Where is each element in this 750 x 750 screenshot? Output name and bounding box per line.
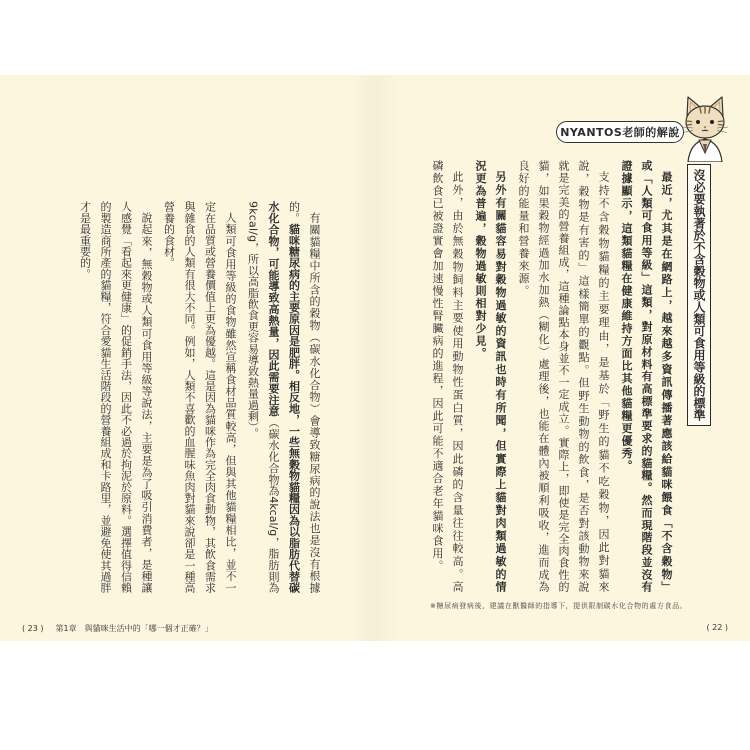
text-column bbox=[533, 160, 553, 592]
text-column bbox=[220, 201, 241, 593]
body-text: 的製造商所產的貓糧，符合愛貓生活階段的營養組成和卡路里，並避免使其過胖 bbox=[99, 201, 112, 593]
body-text: 人感覺「看起來更健康」的促銷手法，因此不必過於拘泥於原料。選擇值得信賴 bbox=[119, 201, 133, 593]
text-column bbox=[573, 160, 593, 592]
text-column bbox=[656, 160, 676, 592]
paragraph bbox=[158, 201, 240, 593]
section-header-label: NYANTOS老師的解說 bbox=[556, 121, 684, 143]
body-text: 磷飲食已被證實會加速慢性腎臟病的進程，因此可能不適合老年貓咪食用。 bbox=[431, 160, 444, 573]
paragraph bbox=[427, 160, 467, 592]
body-text: 營養的食材。 bbox=[162, 201, 176, 269]
text-column bbox=[95, 201, 116, 593]
paragraph bbox=[242, 201, 324, 593]
text-column bbox=[74, 201, 95, 593]
body-text: 人類可食用等級的食物雖然宣稱食材品質較高，但與其他貓糧相比，並不一 bbox=[224, 212, 237, 593]
text-column bbox=[447, 160, 467, 592]
left-page-footer bbox=[22, 623, 213, 634]
text-column bbox=[242, 201, 263, 593]
section-title: 沒必要執著於不含穀物或人類可食用等級的標準 bbox=[687, 164, 711, 426]
page-number: ( 22 ) bbox=[706, 623, 728, 632]
bold-text: 況更為普遍，穀物過敏則相對少見。 bbox=[474, 160, 487, 360]
body-text: 就是完美的營養組成，這種論點本身並不一定成立。實際上，即使是完全肉食性的 bbox=[557, 160, 570, 592]
body-text: 有關貓糧中所含的穀物（碳水化合物）會導致糖尿病的說法也是沒有根據 bbox=[308, 212, 321, 593]
bold-text: 水化合物，可能導致高熱量，因此需要注意 bbox=[267, 201, 280, 417]
chapter-label: 第1章 bbox=[55, 624, 77, 633]
body-text: 良好的能量和營養來源。 bbox=[517, 160, 530, 298]
text-column bbox=[304, 201, 325, 593]
body-text: 說，穀物是有害的」這樣簡單的觀點。但野生動物的飲食，是否對該動物來說 bbox=[577, 160, 590, 592]
left-page-body bbox=[74, 201, 324, 593]
text-column bbox=[490, 160, 510, 592]
text-column bbox=[115, 201, 136, 593]
body-text: 才是最重要的。 bbox=[78, 201, 92, 280]
chapter-title: 與貓咪生活中的「哪一個才正確？」 bbox=[84, 624, 213, 633]
right-page-body bbox=[427, 160, 676, 592]
text-column bbox=[513, 160, 533, 592]
body-text: 貓，如果穀物經過加水加熱（糊化）處理後，也能在體內被順利吸收，進而成為 bbox=[537, 160, 550, 592]
paragraph bbox=[74, 201, 156, 593]
body-text: 與雜食的人類有很大不同。例如，人類不喜歡的血腥味魚肉對貓來說卻是一種高 bbox=[183, 201, 196, 593]
page-number: ( 23 ) bbox=[22, 624, 44, 633]
body-text: 此外，由於無穀物飼料主要使用動物性蛋白質，因此磷的含量往往較高。高 bbox=[451, 171, 464, 592]
text-column bbox=[136, 201, 157, 593]
body-text: 9kcal/g，所以高脂飲食更容易導致熱量過剩）。 bbox=[246, 201, 260, 439]
bold-text: 或「人類可食用等級」這類，對原材料有高標準要求的貓糧。然而現階段並沒有 bbox=[640, 160, 653, 592]
body-text: 定在品質或營養價值上更為優越。這是因為貓咪作為完全肉食動物，其飲食需求 bbox=[203, 201, 217, 593]
footnote: ※糖尿病發病後，建議在獸醫師的指導下，提供限制碳水化合物的處方食品。 bbox=[430, 602, 688, 610]
text-column bbox=[179, 201, 200, 593]
bold-text: 貓咪糖尿病的主要原因是肥胖。相反地，一些無穀物貓糧因為以脂肪代替碳 bbox=[287, 223, 301, 593]
body-text: 的。 bbox=[287, 201, 301, 224]
text-column bbox=[553, 160, 573, 592]
body-text: （碳水化合物為4kcal/g，脂肪則為 bbox=[267, 416, 280, 593]
text-column bbox=[593, 160, 613, 592]
cat-teacher-icon bbox=[678, 92, 732, 162]
bold-text: 另外有關貓容易對穀物過敏的資訊也時有所聞，但實際上貓對肉類過敏的情 bbox=[494, 171, 507, 592]
text-column bbox=[616, 160, 636, 592]
paragraph bbox=[470, 160, 510, 592]
text-column bbox=[470, 160, 490, 592]
text-column bbox=[427, 160, 447, 592]
text-column bbox=[636, 160, 656, 592]
text-column bbox=[263, 201, 284, 593]
bold-text: 證據顯示，這類貓糧在健康維持方面比其他貓糧更優秀。 bbox=[620, 160, 633, 473]
body-text: 支持不含穀物貓糧的主要理由，是基於「野生的貓不吃穀物，因此對貓來 bbox=[597, 171, 610, 592]
body-text: 說起來，無穀物或人類可食用等級等說法，主要是為了吸引消費者，是種讓 bbox=[140, 212, 153, 593]
text-column bbox=[283, 201, 304, 593]
paragraph bbox=[616, 160, 676, 592]
paragraph bbox=[513, 160, 613, 592]
bold-text: 最近，尤其是在網路上，越來越多資訊傳播著應該給貓咪餵食「不含穀物」 bbox=[660, 171, 673, 592]
text-column bbox=[158, 201, 179, 593]
text-column bbox=[199, 201, 220, 593]
